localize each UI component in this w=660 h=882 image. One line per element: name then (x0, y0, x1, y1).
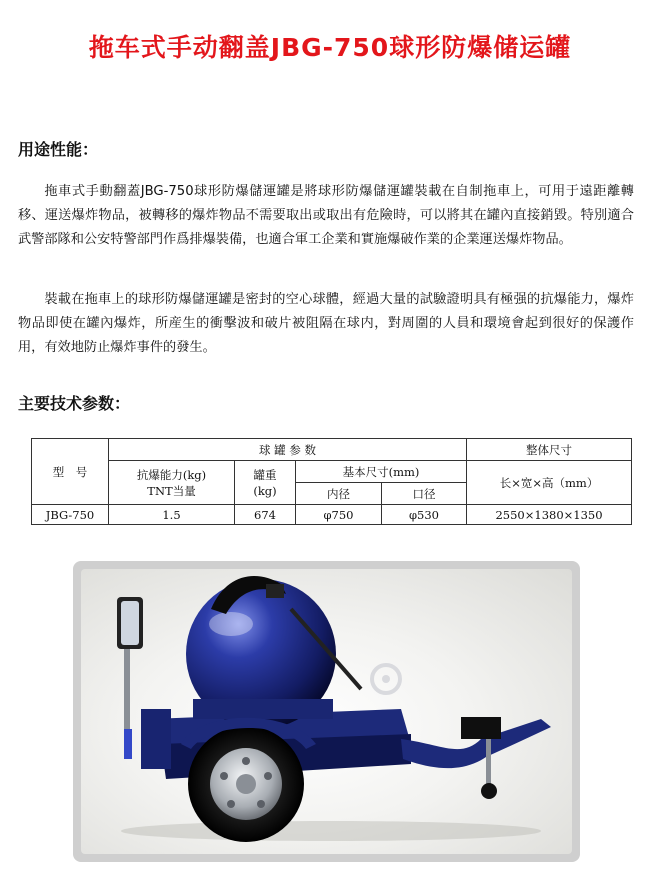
sphere-highlight (209, 612, 253, 636)
header-weight-label: 罐重 (253, 467, 277, 482)
hitch-box (461, 717, 501, 739)
handwheel-hub (382, 675, 390, 683)
cell-outer: φ530 (382, 505, 467, 525)
page-title: 拖车式手动翻盖JBG-750球形防爆储运罐 (88, 33, 572, 62)
product-photo-frame (73, 561, 580, 862)
trailer-tank-illustration (81, 569, 572, 854)
header-capacity-label: 抗爆能力(kg) (136, 467, 207, 482)
header-inner-diameter: 内径 (296, 483, 382, 505)
specs-heading: 主要技术参数： (18, 394, 131, 413)
cell-capacity: 1.5 (109, 505, 235, 525)
ground-shadow (121, 821, 541, 841)
jack-stand (486, 739, 491, 784)
cell-overall: 2550×1380×1350 (467, 505, 632, 525)
lid-hinge (266, 584, 284, 598)
header-opening-diameter: 口径 (382, 483, 467, 505)
tank-saddle (193, 699, 333, 719)
product-photo (81, 569, 572, 854)
jockey-wheel (481, 783, 497, 799)
header-capacity (109, 461, 235, 505)
usage-paragraph-1: 拖車式手動翻蓋JBG-750球形防爆儲運罐是將球形防爆儲運罐裝載在自制拖車上，可用于遠距離轉移、運送爆炸物品，被轉移的爆炸物品不需要取出或取出有危險時，可以將其在罐內直接銷毀。特別適合武警部隊和公安特警部門作爲排爆裝備，也適合軍工企業和實施爆破作業的企業運送爆炸物品。 (18, 184, 634, 247)
cell-inner: φ750 (296, 505, 382, 525)
header-basic-size: 基本尺寸(mm) (296, 461, 467, 483)
usage-heading: 用途性能： (18, 140, 99, 159)
spec-table (31, 438, 632, 525)
header-lwh: 长×宽×高（mm） (467, 461, 632, 505)
header-weight-unit: (kg) (253, 483, 277, 498)
frame-front (141, 709, 171, 769)
header-weight (235, 461, 296, 505)
mirror-glass (121, 601, 139, 645)
mirror-post-base (124, 729, 132, 759)
wheel-hub (236, 774, 256, 794)
header-model: 型 号 (32, 439, 109, 505)
usage-paragraph-2: 裝載在拖車上的球形防爆儲運罐是密封的空心球體，經過大量的試驗證明具有極强的抗爆能力，爆炸物品即使在罐內爆炸，所産生的衝擊波和破片被阻隔在球内，對周圍的人員和環境會起到很好的保護作用，有效地防止爆炸事件的發生。 (18, 292, 634, 355)
cell-model: JBG-750 (32, 505, 109, 525)
cell-weight: 674 (235, 505, 296, 525)
table-row (32, 505, 632, 525)
header-overall-size: 整体尺寸 (467, 439, 632, 461)
header-capacity-sub: TNT当量 (147, 483, 196, 498)
header-tank-params: 球 罐 参 数 (109, 439, 467, 461)
